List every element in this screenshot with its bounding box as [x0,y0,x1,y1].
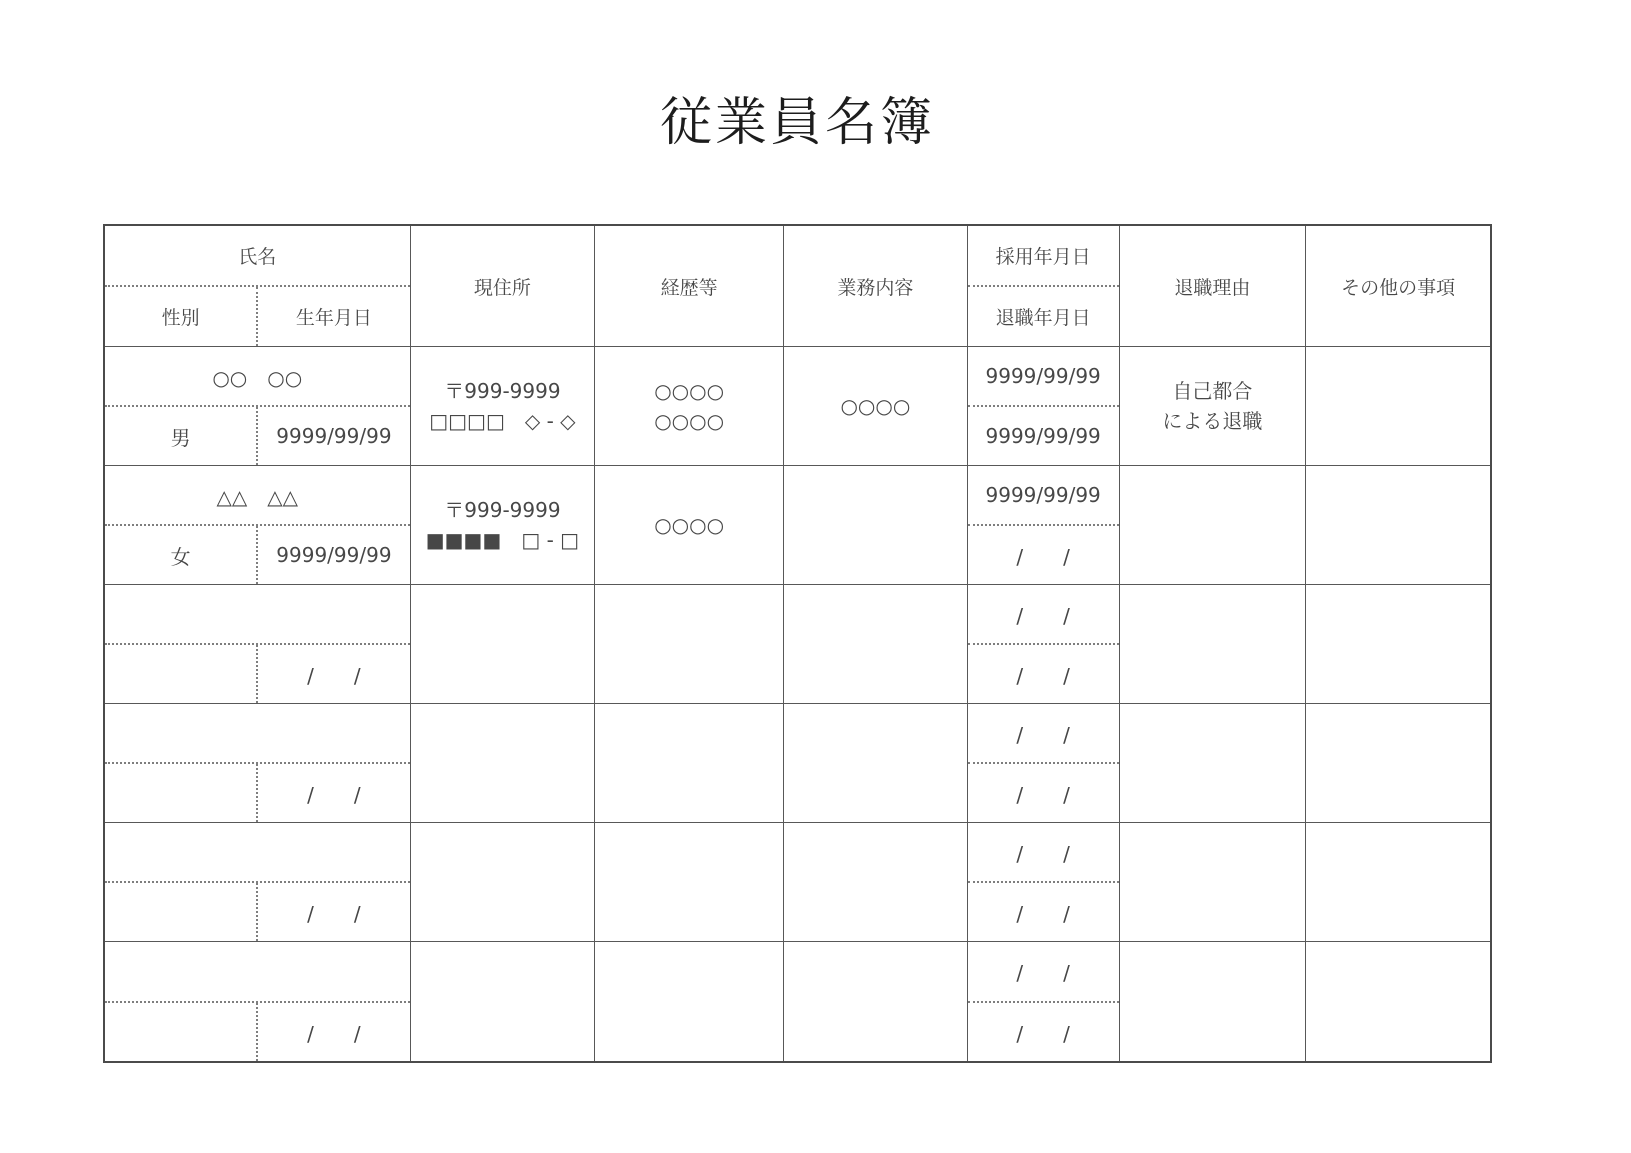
hire-date: 9999/99/99 [985,364,1101,389]
postal-code: 〒999-9999 [444,379,561,404]
employee-birthdate: / / [307,1021,361,1046]
header-duties-cell [784,226,968,347]
other-cell [1306,466,1490,585]
dates-cell [968,466,1120,585]
career-cell [595,704,784,823]
header-duties-label: 業務内容 [837,276,914,299]
other-cell [1306,942,1490,1061]
employee-name-area [105,942,410,1003]
gender-birth-area [105,1003,410,1062]
retire-date-area [968,526,1119,584]
header-gender-birth-area [105,287,410,346]
hire-date-area [968,823,1119,883]
retire-reason-cell [1120,823,1307,942]
retire-reason-cell [1120,466,1307,585]
header-retire-reason-label: 退職理由 [1174,276,1251,299]
career-line-1: ○○○○ [654,379,725,404]
retire-date-area [968,645,1119,703]
address-detail: □□□□ ◇ - ◇ [429,409,576,434]
duties-cell [784,823,968,942]
employee-birthdate: 9999/99/99 [276,543,392,568]
dates-cell [968,823,1120,942]
header-dates-cell [968,226,1120,347]
employee-birthdate: / / [307,663,361,688]
retire-reason-line-1: 自己都合 [1172,379,1253,404]
career-line-1: ○○○○ [654,513,725,538]
header-gender-label: 性別 [161,307,200,330]
employee-birthdate: / / [307,901,361,926]
name-gender-birth-cell [105,823,411,942]
hire-date-area [968,585,1119,645]
retire-date-area [968,1003,1119,1062]
employee-name: △△ △△ [216,484,299,509]
gender-birth-area [105,407,410,465]
header-retire-date-label: 退職年月日 [995,307,1091,330]
gender-area [105,1003,256,1062]
employee-name-area [105,585,410,645]
career-cell [595,347,784,466]
other-cell [1306,347,1490,466]
career-line-2: ○○○○ [654,409,725,434]
employee-gender: 男 [170,425,191,450]
retire-date-area [968,407,1119,465]
dates-cell [968,585,1120,704]
career-cell [595,585,784,704]
retire-reason-cell [1120,942,1307,1061]
header-hire-date-area [968,226,1119,287]
gender-area [105,764,256,822]
birthdate-area [256,883,409,941]
retire-date-area [968,764,1119,822]
birthdate-area [256,764,409,822]
birthdate-area [256,407,409,465]
gender-birth-area [105,526,410,584]
retire-reason-cell [1120,704,1307,823]
retire-date: / / [1016,544,1070,569]
employee-name-area [105,823,410,883]
address-cell [411,704,596,823]
hire-date-area [968,347,1119,407]
name-gender-birth-cell [105,942,411,1061]
hire-date: / / [1016,961,1070,986]
header-name-area [105,226,410,287]
header-name-label: 氏名 [238,246,277,269]
header-birthdate-area [256,287,409,346]
duties-cell [784,942,968,1061]
gender-area [105,883,256,941]
name-gender-birth-cell [105,704,411,823]
hire-date: 9999/99/99 [985,483,1101,508]
header-other-cell [1306,226,1490,347]
header-address-cell [411,226,596,347]
gender-birth-area [105,883,410,941]
retire-reason-cell [1120,585,1307,704]
employee-birthdate: / / [307,782,361,807]
address-detail: ■■■■ □ - □ [425,528,580,553]
hire-date-area [968,466,1119,526]
hire-date-area [968,942,1119,1003]
duties-cell [784,466,968,585]
gender-area [105,645,256,703]
other-cell [1306,823,1490,942]
gender-birth-area [105,764,410,822]
employee-roster-table [103,224,1492,1063]
gender-birth-area [105,645,410,703]
birthdate-area [256,1003,409,1062]
retire-date: / / [1016,782,1070,807]
hire-date: / / [1016,841,1070,866]
postal-code: 〒999-9999 [444,498,561,523]
gender-area [105,526,256,584]
career-cell [595,466,784,585]
header-retire-reason-cell [1120,226,1307,347]
employee-name-area [105,704,410,764]
retire-date: / / [1016,901,1070,926]
birthdate-area [256,526,409,584]
header-gender-area [105,287,256,346]
header-other-label: その他の事項 [1341,276,1456,299]
birthdate-area [256,645,409,703]
header-career-cell [595,226,784,347]
career-cell [595,823,784,942]
duties-cell [784,704,968,823]
name-gender-birth-cell [105,347,411,466]
dates-cell [968,347,1120,466]
header-name-cell [105,226,411,347]
document-page [103,0,1492,1063]
address-cell [411,585,596,704]
address-cell [411,466,596,585]
retire-date-area [968,883,1119,941]
name-gender-birth-cell [105,466,411,585]
page-title: 従業員名簿 [659,93,935,153]
header-career-label: 経歴等 [660,276,718,299]
header-hire-date-label: 採用年月日 [995,246,1091,269]
gender-area [105,407,256,465]
duties-cell [784,347,968,466]
dates-cell [968,704,1120,823]
header-retire-date-area [968,287,1119,346]
hire-date-area [968,704,1119,764]
hire-date: / / [1016,722,1070,747]
retire-date: / / [1016,1021,1070,1046]
dates-cell [968,942,1120,1061]
retire-reason-line-2: による退職 [1162,409,1263,434]
employee-name: ○○ ○○ [212,365,303,390]
retire-date: / / [1016,663,1070,688]
duties-cell [784,585,968,704]
name-gender-birth-cell [105,585,411,704]
address-cell [411,347,596,466]
career-cell [595,942,784,1061]
header-birthdate-label: 生年月日 [295,307,372,330]
employee-name-area [105,466,410,526]
address-cell [411,942,596,1061]
retire-reason-cell [1120,347,1307,466]
address-cell [411,823,596,942]
employee-gender: 女 [170,544,191,569]
duties-value: ○○○○ [840,394,911,419]
header-address-label: 現住所 [473,276,531,299]
other-cell [1306,704,1490,823]
employee-birthdate: 9999/99/99 [276,424,392,449]
employee-name-area [105,347,410,407]
hire-date: / / [1016,603,1070,628]
retire-date: 9999/99/99 [985,424,1101,449]
other-cell [1306,585,1490,704]
